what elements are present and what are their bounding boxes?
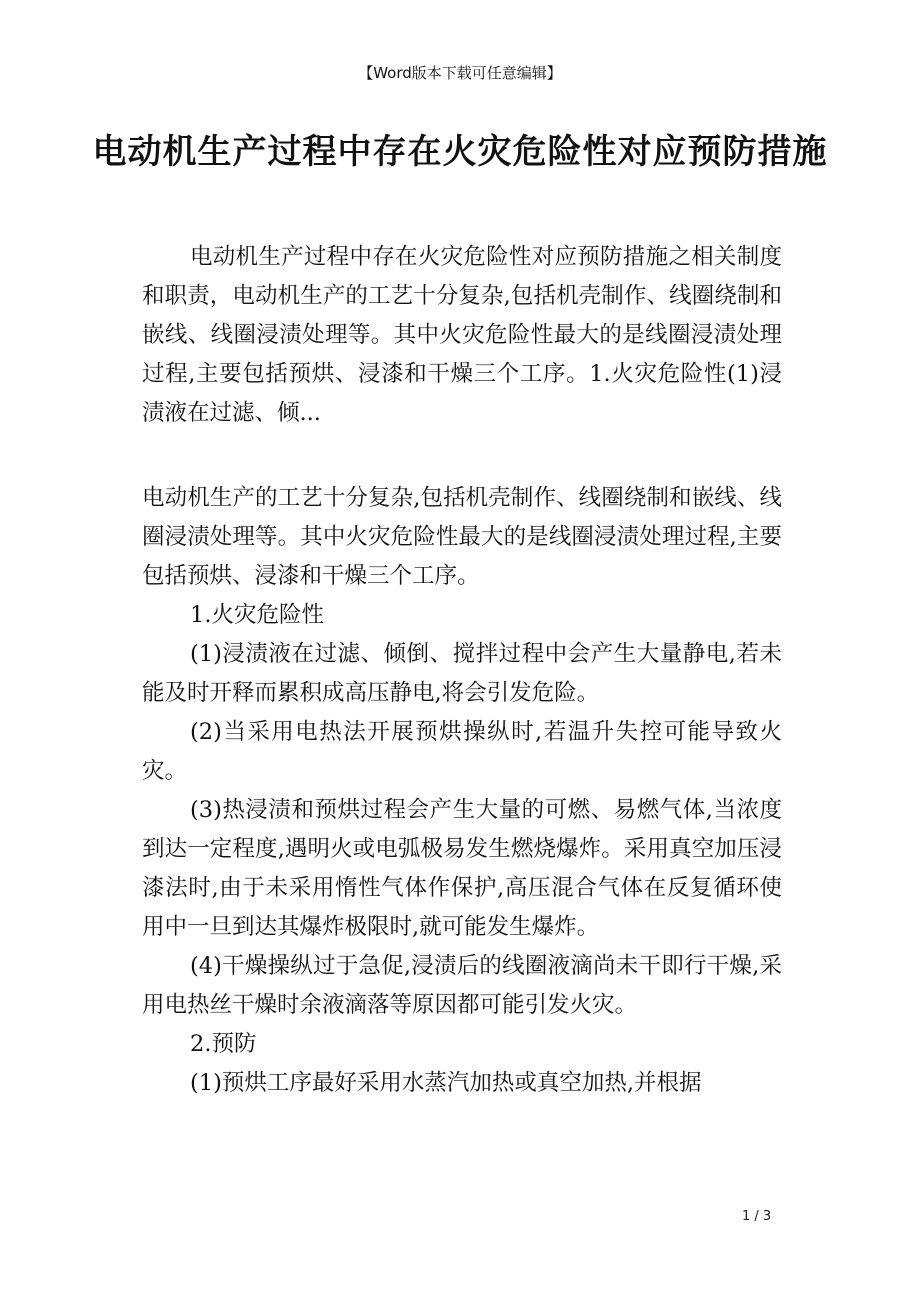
article-body: [142, 479, 782, 1103]
download-header: 【Word版本下载可任意编辑】: [358, 64, 562, 82]
body-paragraph-risk-2: (2)当采用电热法开展预烘操纵时,若温升失控可能导致火灾。: [142, 719, 782, 784]
summary-text: 电动机生产过程中存在火灾危险性对应预防措施之相关制度和职责，电动机生产的工艺十分复杂,包括机壳制作、线圈绕制和嵌线、线圈浸渍处理等。其中火灾危险性最大的是线圈浸渍处理过程,主要包括预烘、浸漆和干燥三个工序。1.火灾危险性(1)浸渍液在过滤、倾...: [142, 244, 782, 426]
body-paragraph-risk-1: (1)浸渍液在过滤、倾倒、搅拌过程中会产生大量静电,若未能及时开释而累积成高压静电,将会引发危险。: [142, 641, 782, 706]
body-paragraph-risk-3: (3)热浸渍和预烘过程会产生大量的可燃、易燃气体,当浓度到达一定程度,遇明火或电弧极易发生燃烧爆炸。采用真空加压浸漆法时,由于未采用惰性气体作保护,高压混合气体在反复循环使用中一旦到达其爆炸极限时,就可能发生爆炸。: [142, 797, 782, 940]
body-paragraph-intro: 电动机生产的工艺十分复杂,包括机壳制作、线圈绕制和嵌线、线圈浸渍处理等。其中火灾危险性最大的是线圈浸渍处理过程,主要包括预烘、浸漆和干燥三个工序。: [142, 485, 782, 589]
body-paragraph-prevention-1: (1)预烘工序最好采用水蒸汽加热或真空加热,并根据: [190, 1070, 702, 1096]
summary-paragraph: [142, 238, 782, 433]
page-number: 1 / 3: [742, 1209, 772, 1224]
section-heading-prevention: 2.预防: [190, 1031, 257, 1057]
body-paragraph-risk-4: (4)干燥操纵过于急促,浸渍后的线圈液滴尚未干即行干燥,采用电热丝干燥时余液滴落等原因都可能引发火灾。: [142, 953, 782, 1018]
page-title: 电动机生产过程中存在火灾危险性对应预防措施: [92, 132, 828, 172]
section-heading-fire-risk: 1.火灾危险性: [190, 602, 324, 628]
